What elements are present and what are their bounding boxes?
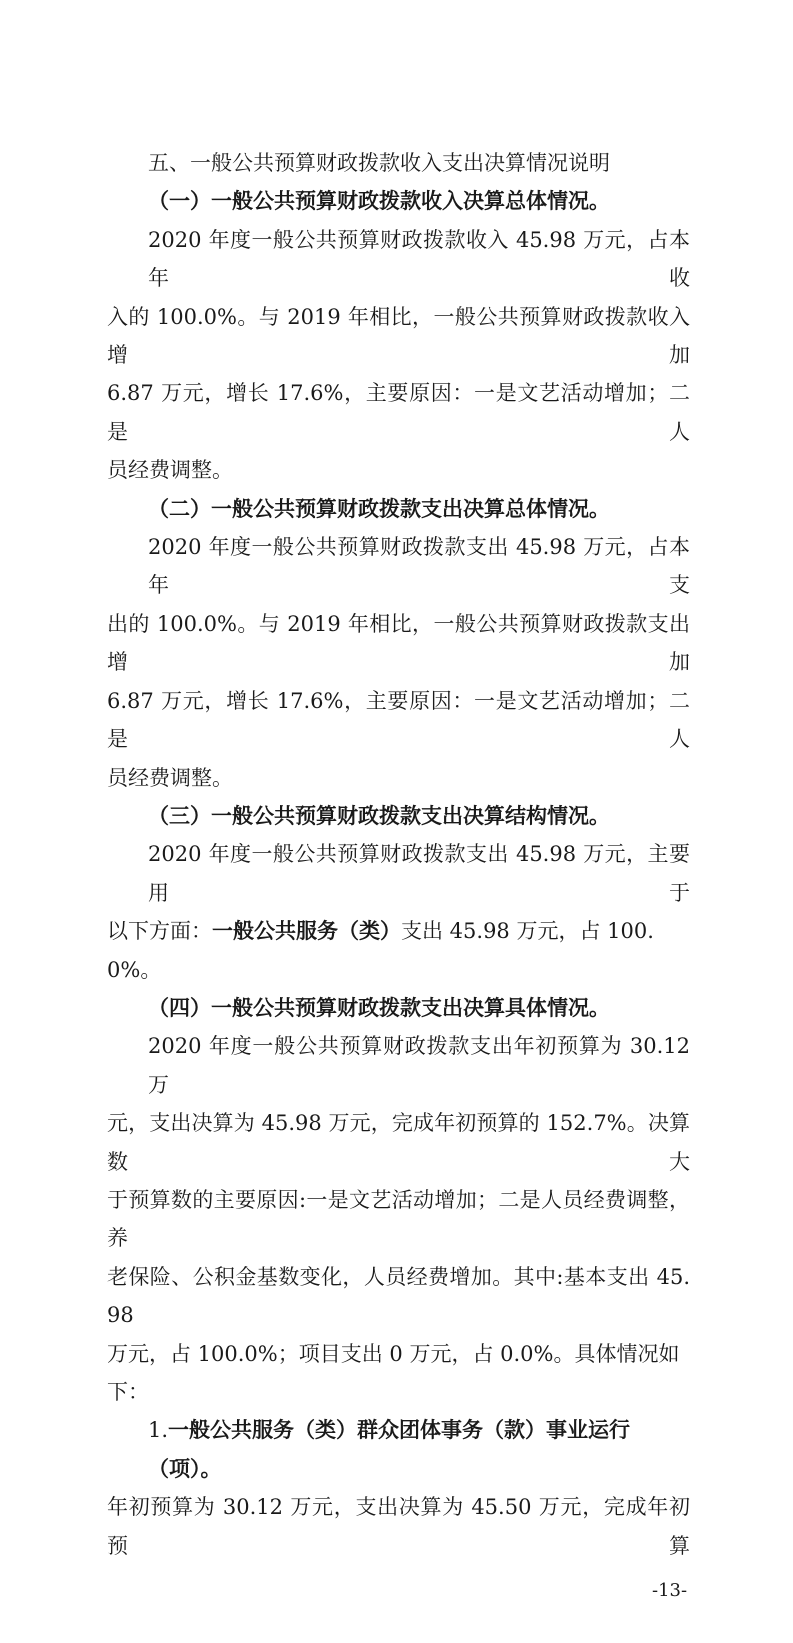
text: 以下方面： bbox=[107, 919, 212, 944]
text: 6.87 万元，增长 17.6%，主要原因：一是文艺活动增加；二是人 bbox=[107, 688, 690, 752]
text: 2020 年度一般公共预算财政拨款支出 45.98 万元，主要用于 bbox=[148, 842, 690, 905]
paragraph-line bbox=[107, 682, 690, 759]
paragraph-line bbox=[107, 1181, 690, 1258]
text: 五、一般公共预算财政拨款收入支出决算情况说明 bbox=[148, 151, 610, 175]
text: 2020 年度一般公共预算财政拨款支出年初预算为 30.12 万 bbox=[148, 1034, 690, 1097]
paragraph-line bbox=[107, 528, 690, 605]
paragraph-line bbox=[107, 298, 690, 375]
text: 元，支出决算为 45.98 万元，完成年初预算的 152.7%。决算数大 bbox=[107, 1111, 690, 1174]
text: 员经费调整。 bbox=[107, 458, 233, 483]
paragraph-line bbox=[107, 451, 690, 489]
list-item-heading bbox=[107, 1411, 690, 1488]
paragraph-line bbox=[107, 912, 690, 989]
subsection-heading bbox=[107, 989, 690, 1027]
bold-text: 一般公共服务（类）群众团体事务（款）事业运行（项）。 bbox=[148, 1418, 631, 1481]
subsection-heading bbox=[107, 182, 690, 220]
text: 出的 100.0%。与 2019 年相比，一般公共预算财政拨款支出增加 bbox=[107, 611, 690, 675]
text: 老保险、公积金基数变化，人员经费增加。其中:基本支出 45.98 bbox=[107, 1264, 690, 1328]
paragraph-line bbox=[107, 759, 690, 797]
text: 万元，占 100.0%；项目支出 0 万元，占 0.0%。具体情况如下： bbox=[107, 1341, 680, 1404]
text: 入的 100.0%。与 2019 年相比，一般公共预算财政拨款收入增加 bbox=[107, 304, 690, 368]
text: 支出 45.98 万元，占 100.0%。 bbox=[107, 919, 654, 982]
bold-text: （一）一般公共预算财政拨款收入决算总体情况。 bbox=[148, 189, 610, 214]
paragraph-line bbox=[107, 374, 690, 451]
page-number: -13- bbox=[652, 1580, 688, 1602]
paragraph-line bbox=[107, 605, 690, 682]
document-page bbox=[107, 0, 690, 1565]
paragraph-line bbox=[107, 1258, 690, 1335]
subsection-heading bbox=[107, 490, 690, 528]
text: 1. bbox=[148, 1418, 169, 1443]
text: 员经费调整。 bbox=[107, 765, 233, 790]
paragraph-line bbox=[107, 1488, 690, 1565]
text: 2020 年度一般公共预算财政拨款支出 45.98 万元，占本年支 bbox=[148, 535, 690, 598]
paragraph-line bbox=[107, 835, 690, 912]
bold-text: （二）一般公共预算财政拨款支出决算总体情况。 bbox=[148, 496, 610, 521]
paragraph-line bbox=[107, 1027, 690, 1104]
bold-text: 一般公共服务（类） bbox=[212, 919, 401, 944]
bold-text: （四）一般公共预算财政拨款支出决算具体情况。 bbox=[148, 995, 610, 1020]
text: 于预算数的主要原因:一是文艺活动增加；二是人员经费调整，养 bbox=[107, 1187, 690, 1251]
text: 6.87 万元，增长 17.6%，主要原因：一是文艺活动增加；二是人 bbox=[107, 381, 690, 444]
subsection-heading bbox=[107, 797, 690, 835]
bold-text: （三）一般公共预算财政拨款支出决算结构情况。 bbox=[148, 803, 610, 828]
section-title bbox=[107, 144, 690, 182]
text: 2020 年度一般公共预算财政拨款收入 45.98 万元，占本年收 bbox=[148, 227, 690, 291]
paragraph-line bbox=[107, 1104, 690, 1181]
paragraph-line bbox=[107, 1335, 690, 1412]
text: 年初预算为 30.12 万元，支出决算为 45.50 万元，完成年初预算 bbox=[107, 1495, 690, 1558]
paragraph-line bbox=[107, 221, 690, 298]
